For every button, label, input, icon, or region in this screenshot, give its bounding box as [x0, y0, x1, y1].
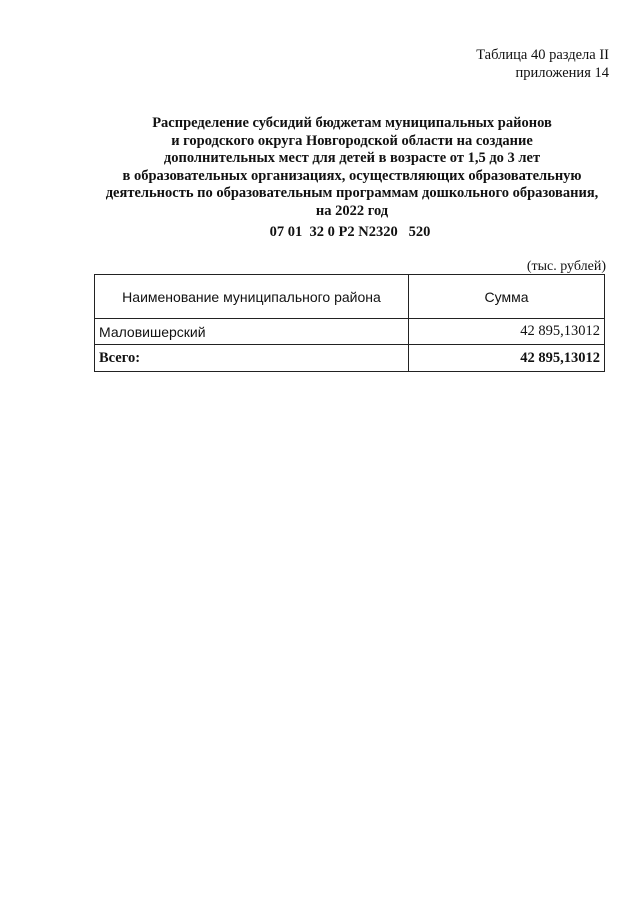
header-amount: Сумма [409, 275, 605, 319]
subsidy-table [94, 274, 605, 372]
budget-classification-code: 07 01 32 0 Р2 N2320 520 [269, 224, 431, 240]
district-name-cell: Маловишерский [95, 319, 409, 345]
header-district-name: Наименование муниципального района [95, 275, 409, 319]
total-amount: 42 895,13012 [409, 345, 605, 372]
title-line: деятельность по образовательным программам дошкольного образования, [105, 185, 599, 201]
appendix-annex-line: приложения 14 [515, 65, 609, 81]
table-row [95, 319, 605, 345]
table-header-row [95, 275, 605, 319]
table-total-row [95, 345, 605, 372]
title-line: в образовательных организациях, осуществляющих образовательную [122, 167, 582, 184]
title-line: и городского округа Новгородской области на создание [171, 132, 533, 149]
total-label: Всего: [95, 345, 409, 372]
title-line: дополнительных мест для детей в возрасте от 1,5 до 3 лет [163, 150, 541, 166]
appendix-table-line: Таблица 40 раздела II [476, 47, 609, 63]
document-title [80, 115, 624, 220]
title-line: Распределение субсидий бюджетам муниципальных районов [152, 115, 552, 131]
units-label: (тыс. рублей) [526, 259, 606, 274]
appendix-reference [476, 46, 609, 82]
title-line: на 2022 год [315, 202, 389, 219]
amount-cell: 42 895,13012 [409, 319, 605, 345]
